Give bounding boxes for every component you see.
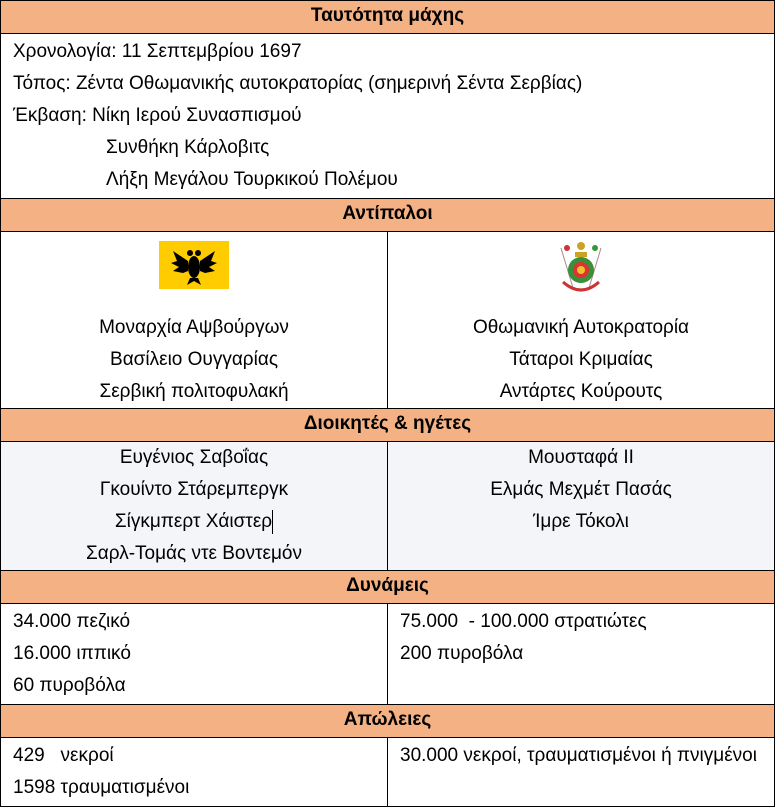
opponent: Μοναρχία Αψβούργων [99, 317, 289, 338]
section-losses: Απώλειες [1, 705, 775, 738]
ottoman-coat-of-arms-icon [553, 238, 609, 300]
losses-right [388, 738, 775, 807]
force: 60 πυροβόλα [13, 675, 126, 696]
battle-result-treaty: Συνθήκη Κάρλοβιτς [106, 137, 270, 158]
battle-result: Έκβαση: Νίκη Ιερού Συνασπισμού [13, 105, 302, 126]
infobox-title: Ταυτότητα μάχης [1, 1, 775, 34]
commander: Γκουίντο Στάρεμπεργκ [99, 479, 289, 500]
loss: 1598 τραυματισμένοι [13, 777, 190, 798]
opponent: Βασίλειο Ουγγαρίας [110, 349, 278, 370]
section-commanders: Διοικητές & ηγέτες [1, 409, 775, 442]
force: 200 πυροβόλα [400, 643, 524, 664]
force: 16.000 ιππικό [13, 643, 131, 664]
text-cursor [272, 510, 273, 534]
forces-right [388, 604, 775, 705]
opponent: Σερβική πολιτοφυλακή [99, 381, 289, 402]
loss: 30.000 νεκροί, τραυματισμένοι ή πνιγμένοι [400, 745, 757, 766]
losses-left [1, 738, 388, 807]
commander: Ίμρε Τόκολι [533, 511, 629, 532]
commanders-left [1, 442, 388, 571]
commander: Μουσταφά ΙΙ [528, 447, 634, 468]
opponent: Αντάρτες Κούρουτς [499, 381, 663, 402]
battle-place: Τόπος: Ζέντα Οθωμανικής αυτοκρατορίας (σημερινή Σέντα Σερβίας) [13, 73, 583, 94]
commander: Ελμάς Μεχμέτ Πασάς [490, 479, 672, 500]
commander: Ευγένιος Σαβοΐας [119, 447, 269, 468]
loss: 429 νεκροί [13, 745, 114, 766]
force: 34.000 πεζικό [13, 611, 131, 632]
commanders-right [388, 442, 775, 571]
section-opponents: Αντίπαλοι [1, 199, 775, 232]
battle-date: Χρονολογία: 11 Σεπτεμβρίου 1697 [13, 41, 302, 62]
opponents-right [388, 232, 775, 409]
opponent: Τάταροι Κριμαίας [509, 349, 653, 370]
commander: Σαρλ-Τομάς ντε Βοντεμόν [86, 543, 302, 564]
commander: Σίγκμπερτ Χάιστερ [114, 511, 273, 532]
battle-info [1, 34, 775, 199]
opponent: Οθωμανική Αυτοκρατορία [472, 317, 690, 338]
section-forces: Δυνάμεις [1, 571, 775, 604]
opponents-left [1, 232, 388, 409]
habsburg-eagle-flag-icon [159, 241, 229, 289]
force: 75.000 - 100.000 στρατιώτες [400, 611, 647, 632]
forces-left [1, 604, 388, 705]
battle-result-end: Λήξη Μεγάλου Τουρκικού Πολέμου [106, 169, 398, 190]
